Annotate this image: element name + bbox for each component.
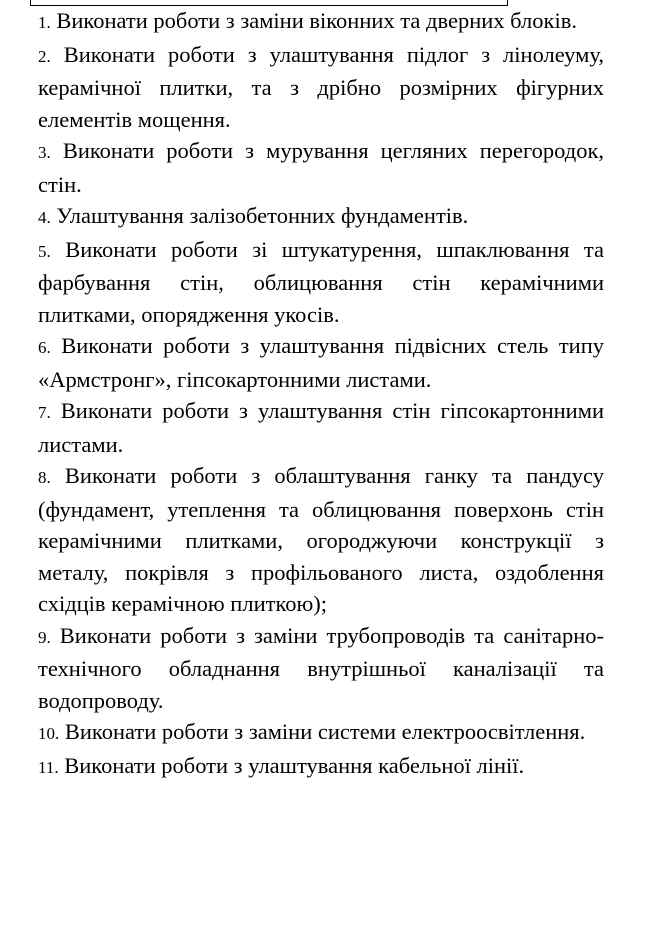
list-item	[38, 620, 604, 717]
item-text: Улаштування залізобетонних фундаментів.	[56, 203, 469, 228]
item-text: Виконати роботи з мурування цегляних перегородок, стін.	[38, 138, 604, 197]
item-number: 5.	[38, 241, 51, 261]
item-text: Виконати роботи з заміни віконних та дверних блоків.	[56, 8, 577, 33]
item-number: 4.	[38, 208, 51, 227]
item-text: Виконати роботи з заміни трубопроводів та санітарно-технічного обладнання внутрішньої каналізації та водопроводу.	[38, 622, 604, 713]
item-number: 8.	[38, 468, 51, 487]
list-item	[38, 200, 604, 234]
item-text: Виконати роботи з улаштування стін гіпсокартонними листами.	[38, 398, 604, 457]
item-number: 11.	[38, 757, 59, 777]
list-item	[38, 135, 604, 200]
item-number: 6.	[38, 338, 51, 357]
list-item	[38, 234, 604, 331]
item-text: Виконати роботи зі штукатурення, шпаклювання та фарбування стін, облицювання стін керамічними плитками, опорядження укосів.	[38, 236, 605, 327]
item-number: 1.	[38, 13, 51, 32]
item-text: Виконати роботи з облаштування ганку та пандусу (фундамент, утеплення та облицювання поверхонь стін керамічними плитками, огороджуючи конструкції з металу, покрівля з профільованого листа, оздоблення східців керамічною плиткою);	[38, 463, 605, 616]
list-item	[38, 5, 604, 39]
list-item	[38, 395, 604, 460]
list-item	[38, 330, 604, 395]
item-number: 7.	[38, 403, 51, 422]
item-text: Виконати роботи з улаштування підвісних стель типу «Армстронг», гіпсокартонними листами.	[38, 333, 605, 392]
list-item	[38, 716, 604, 750]
item-text: Виконати роботи з улаштування підлог з лінолеуму, керамічної плитки, та з дрібно розмірних фігурних елементів мощення.	[38, 41, 604, 132]
item-number: 10.	[38, 724, 60, 743]
item-number: 3.	[38, 143, 51, 162]
list-item	[38, 750, 604, 800]
list-item	[38, 460, 604, 620]
item-number: 2.	[38, 46, 51, 66]
item-text: Виконати роботи з заміни системи електроосвітлення.	[64, 719, 586, 744]
item-number: 9.	[38, 627, 51, 647]
works-list	[38, 5, 604, 800]
list-item	[38, 39, 604, 136]
item-text: Виконати роботи з улаштування кабельної лінії.	[64, 752, 525, 778]
